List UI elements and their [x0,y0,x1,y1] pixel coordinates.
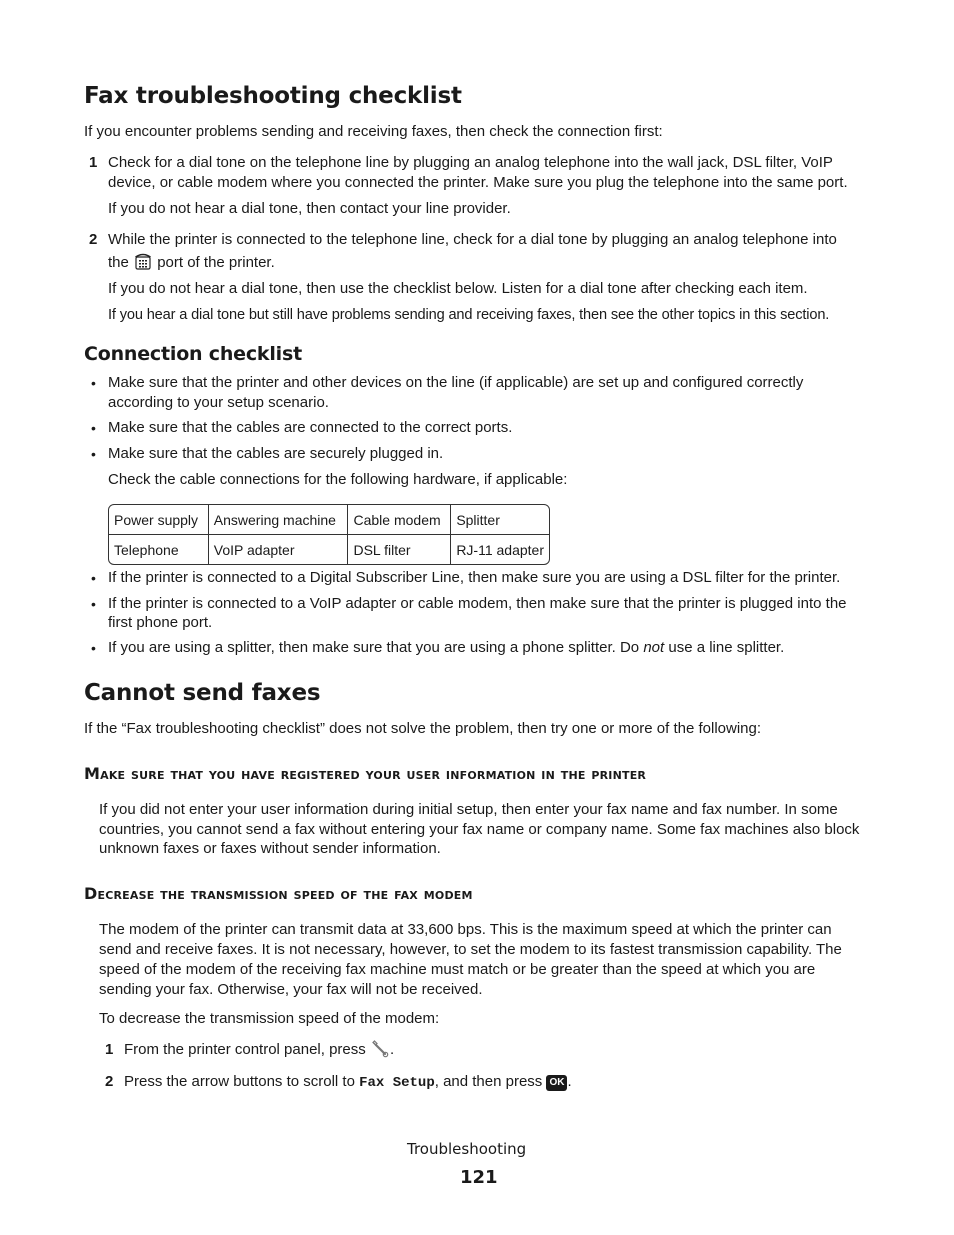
table-cell: Cable modem [348,505,451,535]
ok-button-icon: OK [546,1075,567,1091]
intro-text: If the “Fax troubleshooting checklist” does not solve the problem, then try one or more of the following: [84,720,762,737]
step-period: . [389,1041,395,1058]
paragraph-line: sending your fax. Otherwise, your fax will not be received. [99,981,483,998]
table-row [109,505,549,535]
footer-label: Troubleshooting [407,1140,527,1158]
step-text-post: port of the printer. [157,254,275,271]
phone-port-icon [133,251,153,277]
step-text-pre: From the printer control panel, press [124,1041,366,1058]
bullet-icon: • [91,375,96,391]
bullet-text [108,638,784,658]
step-text-pre: Press the arrow buttons to scroll to [124,1073,355,1090]
paragraph-line: unknown faxes or faxes without sender information. [99,840,441,857]
bullet-text-post: use a line splitter. [668,639,785,656]
bullet-icon: • [91,446,96,462]
bullet-text: If the printer is connected to a VoIP adapter or cable modem, then make sure that the printer is plugged into the [108,595,847,612]
paragraph-line: If you did not enter your user information during initial setup, then enter your fax name and fax number. In some [99,801,838,818]
step-text [124,1072,572,1093]
step-text-post: , and then press [434,1073,543,1090]
table-cell: Answering machine [209,505,349,535]
table-row [109,535,549,564]
step-number: 2 [105,1073,114,1090]
step-note: If you do not hear a dial tone, then contact your line provider. [108,200,511,217]
step-number: 2 [89,231,98,248]
hardware-table [108,504,550,565]
page-title: Fax troubleshooting checklist [84,83,462,109]
bullet-text: first phone port. [108,614,213,631]
bullet-icon: • [91,596,96,612]
table-cell: VoIP adapter [209,535,349,564]
step-text-pre: the [108,254,129,271]
step-text: While the printer is connected to the telephone line, check for a dial tone by plugging an analog telephone into [108,231,837,248]
paragraph-line: The modem of the printer can transmit data at 33,600 bps. This is the maximum speed at which the printer can [99,921,832,938]
bullet-icon: • [91,570,96,586]
paragraph-line: send and receive faxes. It is not necessary, however, to set the modem to its fastest transmission capability. The [99,941,842,958]
step-number: 1 [89,154,98,171]
table-cell: RJ-11 adapter [456,541,544,558]
bullet-text: Make sure that the printer and other devices on the line (if applicable) are set up and configured correctly [108,374,804,391]
bullet-icon: • [91,640,96,656]
step-note: If you do not hear a dial tone, then use the checklist below. Listen for a dial tone after checking each item. [108,280,808,297]
bullet-text: Make sure that the cables are securely plugged in. [108,445,444,462]
table-cell: Power supply [109,505,209,535]
paragraph-line: speed of the modem of the receiving fax machine must match or be greater than the speed at which you are [99,961,816,978]
table-cell: Splitter [451,505,549,535]
page-number: 121 [460,1167,498,1188]
subsection-title: Decrease the transmission speed of the fax modem [84,884,473,903]
hardware-intro: Check the cable connections for the following hardware, if applicable: [108,471,568,488]
step-text: Check for a dial tone on the telephone line by plugging an analog telephone into the wall jack, DSL filter, VoIP [108,154,833,171]
step-text [108,251,275,277]
step-text: device, or cable modem where you connected the printer. Make sure you plug the telephone into the same port. [108,174,848,191]
step-text [124,1040,394,1064]
step-note: If you hear a dial tone but still have problems sending and receiving faxes, then see the other topics in this section. [108,307,830,323]
connection-checklist-title: Connection checklist [84,343,302,365]
paragraph-line: countries, you cannot send a fax without entering your fax name or company name. Some fax machines also block [99,821,860,838]
bullet-text: according to your setup scenario. [108,394,329,411]
howto-text: To decrease the transmission speed of the modem: [99,1010,440,1027]
emphasis-text: not [643,639,665,656]
wrench-icon [370,1040,390,1064]
intro-text: If you encounter problems sending and receiving faxes, then check the connection first: [84,123,663,140]
bullet-text: Make sure that the cables are connected to the correct ports. [108,419,513,436]
step-number: 1 [105,1041,114,1058]
table-cell: Telephone [109,535,209,564]
bullet-text: If the printer is connected to a Digital Subscriber Line, then make sure you are using a DSL filter for the printer. [108,569,841,586]
bullet-icon: • [91,420,96,436]
step-period: . [567,1073,572,1090]
code-text: Fax Setup [359,1075,435,1091]
section-title: Cannot send faxes [84,680,321,706]
bullet-text-pre: If you are using a splitter, then make sure that you are using a phone splitter. Do [108,639,640,656]
table-cell: DSL filter [348,535,451,564]
subsection-title: Make sure that you have registered your user information in the printer [84,764,647,783]
